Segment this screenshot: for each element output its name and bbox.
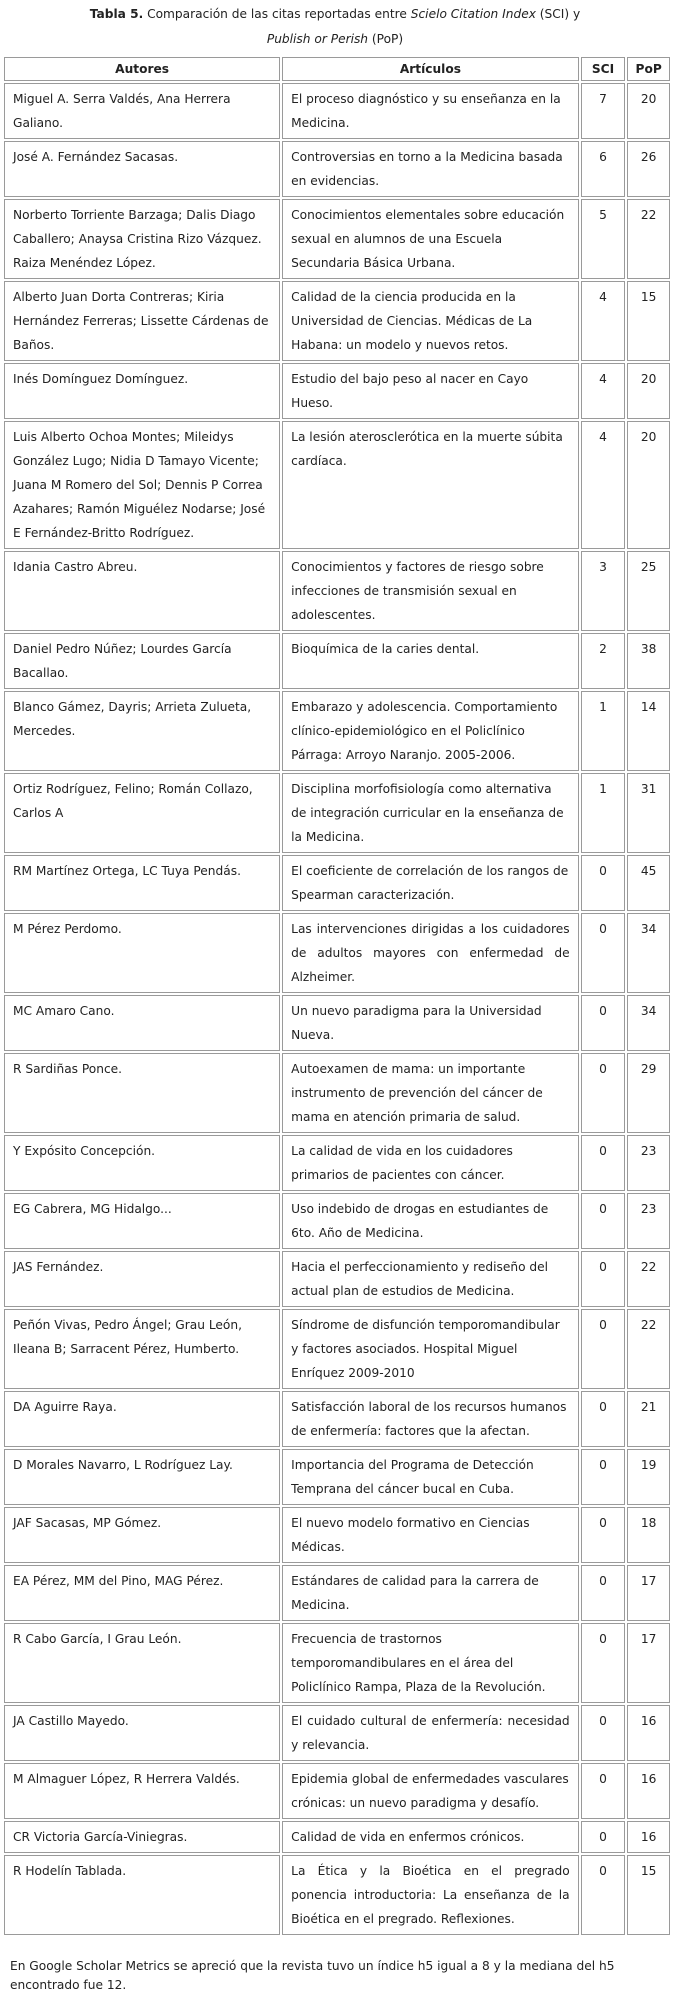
pop-cell: 31: [627, 773, 670, 853]
article-cell: Importancia del Programa de Detección Temprana del cáncer bucal en Cuba.: [282, 1449, 578, 1505]
sci-cell: 0: [581, 1251, 626, 1307]
table-row: [4, 363, 670, 419]
sci-cell: 0: [581, 995, 626, 1051]
table-row: [4, 1763, 670, 1819]
table-row: [4, 1251, 670, 1307]
pop-cell: 34: [627, 995, 670, 1051]
pop-cell: 15: [627, 1855, 670, 1935]
pop-cell: 17: [627, 1565, 670, 1621]
table-row: [4, 199, 670, 279]
table-body: [4, 83, 670, 1935]
sci-cell: 1: [581, 773, 626, 853]
author-cell: RM Martínez Ortega, LC Tuya Pendás.: [4, 855, 280, 911]
table-header-row: [4, 57, 670, 81]
article-cell: La calidad de vida en los cuidadores primarios de pacientes con cáncer.: [282, 1135, 578, 1191]
author-cell: R Sardiñas Ponce.: [4, 1053, 280, 1133]
author-cell: Miguel A. Serra Valdés, Ana Herrera Galiano.: [4, 83, 280, 139]
pop-cell: 34: [627, 913, 670, 993]
sci-cell: 0: [581, 1507, 626, 1563]
table-caption: [0, 0, 670, 52]
sci-cell: 4: [581, 281, 626, 361]
pop-cell: 16: [627, 1763, 670, 1819]
pop-cell: 22: [627, 1309, 670, 1389]
pop-cell: 16: [627, 1821, 670, 1853]
author-cell: Luis Alberto Ochoa Montes; Mileidys González Lugo; Nidia D Tamayo Vicente; Juana M Romero del Sol; Dennis P Correa Azahares; Ramón Miguélez Nodarse; José E Fernández-Britto Rodríguez.: [4, 421, 280, 549]
table-row: [4, 83, 670, 139]
sci-cell: 0: [581, 1391, 626, 1447]
sci-cell: 0: [581, 855, 626, 911]
author-cell: Ortiz Rodríguez, Felino; Román Collazo, Carlos A: [4, 773, 280, 853]
author-cell: Daniel Pedro Núñez; Lourdes García Bacallao.: [4, 633, 280, 689]
article-cell: El nuevo modelo formativo en Ciencias Médicas.: [282, 1507, 578, 1563]
article-cell: Disciplina morfofisiología como alternativa de integración curricular en la enseñanza de la Medicina.: [282, 773, 578, 853]
author-cell: José A. Fernández Sacasas.: [4, 141, 280, 197]
pop-cell: 21: [627, 1391, 670, 1447]
sci-cell: 3: [581, 551, 626, 631]
table-row: [4, 773, 670, 853]
article-cell: Conocimientos elementales sobre educación sexual en alumnos de una Escuela Secundaria Básica Urbana.: [282, 199, 578, 279]
pop-cell: 20: [627, 363, 670, 419]
article-cell: Calidad de la ciencia producida en la Universidad de Ciencias. Médicas de La Habana: un modelo y nuevos retos.: [282, 281, 578, 361]
pop-cell: 20: [627, 83, 670, 139]
sci-cell: 0: [581, 1855, 626, 1935]
sci-name: Scielo Citation Index: [410, 7, 536, 21]
header-articles: Artículos: [282, 57, 578, 81]
author-cell: DA Aguirre Raya.: [4, 1391, 280, 1447]
sci-cell: 6: [581, 141, 626, 197]
sci-cell: 0: [581, 1309, 626, 1389]
author-cell: EG Cabrera, MG Hidalgo...: [4, 1193, 280, 1249]
table-row: [4, 691, 670, 771]
article-cell: La Ética y la Bioética en el pregrado ponencia introductoria: La enseñanza de la Bioética en el pregrado. Reflexiones.: [282, 1855, 578, 1935]
table-row: [4, 1705, 670, 1761]
pop-cell: 14: [627, 691, 670, 771]
table-row: [4, 1309, 670, 1389]
article-cell: Satisfacción laboral de los recursos humanos de enfermería: factores que la afectan.: [282, 1391, 578, 1447]
footer-line-1: En Google Scholar Metrics se apreció que la revista tuvo un índice h5 igual a 8 y la mediana del h5: [10, 1959, 615, 1973]
article-cell: Las intervenciones dirigidas a los cuidadores de adultos mayores con enfermedad de Alzheimer.: [282, 913, 578, 993]
table-row: [4, 1565, 670, 1621]
table-row: [4, 141, 670, 197]
article-cell: Estándares de calidad para la carrera de Medicina.: [282, 1565, 578, 1621]
pop-cell: 22: [627, 199, 670, 279]
header-sci: SCI: [581, 57, 626, 81]
sci-cell: 4: [581, 421, 626, 549]
sci-cell: 0: [581, 1565, 626, 1621]
sci-cell: 7: [581, 83, 626, 139]
pop-name: Publish or Perish: [266, 32, 369, 46]
article-cell: Frecuencia de trastornos temporomandibulares en el área del Policlínico Rampa, Plaza de la Revolución.: [282, 1623, 578, 1703]
author-cell: M Pérez Perdomo.: [4, 913, 280, 993]
table-row: [4, 995, 670, 1051]
header-pop: PoP: [627, 57, 670, 81]
author-cell: JAF Sacasas, MP Gómez.: [4, 1507, 280, 1563]
pop-cell: 18: [627, 1507, 670, 1563]
pop-cell: 20: [627, 421, 670, 549]
pop-cell: 29: [627, 1053, 670, 1133]
author-cell: JA Castillo Mayedo.: [4, 1705, 280, 1761]
table-row: [4, 1193, 670, 1249]
sci-cell: 5: [581, 199, 626, 279]
table-row: [4, 421, 670, 549]
article-cell: Estudio del bajo peso al nacer en Cayo Hueso.: [282, 363, 578, 419]
article-cell: Conocimientos y factores de riesgo sobre infecciones de transmisión sexual en adolescentes.: [282, 551, 578, 631]
table-row: [4, 1135, 670, 1191]
author-cell: R Hodelín Tablada.: [4, 1855, 280, 1935]
author-cell: Peñón Vivas, Pedro Ángel; Grau León, Ileana B; Sarracent Pérez, Humberto.: [4, 1309, 280, 1389]
pop-cell: 23: [627, 1193, 670, 1249]
sci-cell: 0: [581, 1193, 626, 1249]
sci-cell: 0: [581, 913, 626, 993]
caption-text-c: (PoP): [368, 32, 404, 46]
pop-cell: 16: [627, 1705, 670, 1761]
author-cell: EA Pérez, MM del Pino, MAG Pérez.: [4, 1565, 280, 1621]
article-cell: Embarazo y adolescencia. Comportamiento clínico-epidemiológico en el Policlínico Párraga: Arroyo Naranjo. 2005-2006.: [282, 691, 578, 771]
sci-cell: 1: [581, 691, 626, 771]
article-cell: Bioquímica de la caries dental.: [282, 633, 578, 689]
author-cell: Idania Castro Abreu.: [4, 551, 280, 631]
author-cell: MC Amaro Cano.: [4, 995, 280, 1051]
table-row: [4, 1391, 670, 1447]
caption-text-a: Comparación de las citas reportadas entre: [143, 7, 411, 21]
table-row: [4, 1507, 670, 1563]
pop-cell: 45: [627, 855, 670, 911]
footer-paragraph: [10, 1957, 678, 1995]
article-cell: Uso indebido de drogas en estudiantes de 6to. Año de Medicina.: [282, 1193, 578, 1249]
caption-text-b: (SCI) y: [535, 7, 581, 21]
sci-cell: 0: [581, 1763, 626, 1819]
pop-cell: 22: [627, 1251, 670, 1307]
article-cell: El cuidado cultural de enfermería: necesidad y relevancia.: [282, 1705, 578, 1761]
pop-cell: 25: [627, 551, 670, 631]
table-row: [4, 1623, 670, 1703]
article-cell: Síndrome de disfunción temporomandibular y factores asociados. Hospital Miguel Enríquez 2009-2010: [282, 1309, 578, 1389]
author-cell: CR Victoria García-Viniegras.: [4, 1821, 280, 1853]
sci-cell: 0: [581, 1135, 626, 1191]
author-cell: D Morales Navarro, L Rodríguez Lay.: [4, 1449, 280, 1505]
pop-cell: 19: [627, 1449, 670, 1505]
table-row: [4, 1053, 670, 1133]
article-cell: Epidemia global de enfermedades vasculares crónicas: un nuevo paradigma y desafío.: [282, 1763, 578, 1819]
article-cell: El proceso diagnóstico y su enseñanza en la Medicina.: [282, 83, 578, 139]
article-cell: La lesión aterosclerótica en la muerte súbita cardíaca.: [282, 421, 578, 549]
sci-cell: 4: [581, 363, 626, 419]
table-row: [4, 551, 670, 631]
pop-cell: 17: [627, 1623, 670, 1703]
table-row: [4, 1821, 670, 1853]
article-cell: Autoexamen de mama: un importante instrumento de prevención del cáncer de mama en atención primaria de salud.: [282, 1053, 578, 1133]
table-row: [4, 633, 670, 689]
pop-cell: 38: [627, 633, 670, 689]
sci-cell: 0: [581, 1705, 626, 1761]
pop-cell: 15: [627, 281, 670, 361]
citations-table: [2, 55, 672, 1937]
sci-cell: 0: [581, 1623, 626, 1703]
header-authors: Autores: [4, 57, 280, 81]
author-cell: Alberto Juan Dorta Contreras; Kiria Hernández Ferreras; Lissette Cárdenas de Baños.: [4, 281, 280, 361]
sci-cell: 0: [581, 1821, 626, 1853]
table-row: [4, 855, 670, 911]
pop-cell: 26: [627, 141, 670, 197]
author-cell: Blanco Gámez, Dayris; Arrieta Zulueta, Mercedes.: [4, 691, 280, 771]
author-cell: R Cabo García, I Grau León.: [4, 1623, 280, 1703]
article-cell: Hacia el perfeccionamiento y rediseño del actual plan de estudios de Medicina.: [282, 1251, 578, 1307]
article-cell: Un nuevo paradigma para la Universidad Nueva.: [282, 995, 578, 1051]
sci-cell: 0: [581, 1053, 626, 1133]
author-cell: Y Expósito Concepción.: [4, 1135, 280, 1191]
footer-line-2: encontrado fue 12.: [10, 1978, 127, 1992]
table-row: [4, 913, 670, 993]
article-cell: Calidad de vida en enfermos crónicos.: [282, 1821, 578, 1853]
sci-cell: 0: [581, 1449, 626, 1505]
table-row: [4, 1855, 670, 1935]
table-row: [4, 281, 670, 361]
table-row: [4, 1449, 670, 1505]
table-label: Tabla 5.: [89, 7, 144, 21]
article-cell: Controversias en torno a la Medicina basada en evidencias.: [282, 141, 578, 197]
article-cell: El coeficiente de correlación de los rangos de Spearman caracterización.: [282, 855, 578, 911]
pop-cell: 23: [627, 1135, 670, 1191]
author-cell: Norberto Torriente Barzaga; Dalis Diago Caballero; Anaysa Cristina Rizo Vázquez. Raiza Menéndez López.: [4, 199, 280, 279]
sci-cell: 2: [581, 633, 626, 689]
author-cell: Inés Domínguez Domínguez.: [4, 363, 280, 419]
author-cell: M Almaguer López, R Herrera Valdés.: [4, 1763, 280, 1819]
author-cell: JAS Fernández.: [4, 1251, 280, 1307]
